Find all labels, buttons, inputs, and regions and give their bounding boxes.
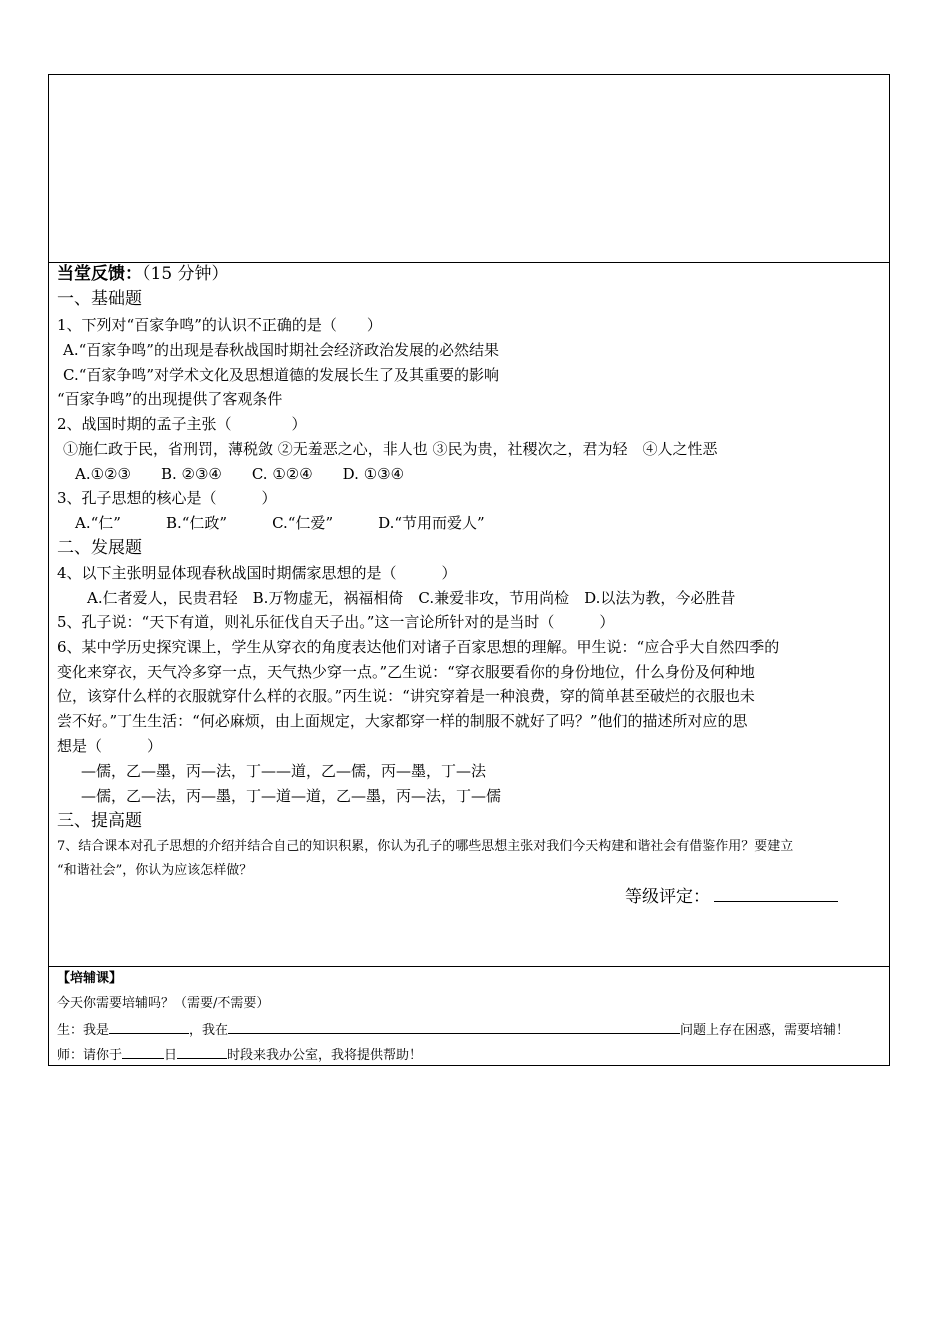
date-blank[interactable]	[122, 1044, 164, 1059]
question-1-option-a: A.“百家争鸣”的出现是春秋战国时期社会经济政治发展的必然结果	[63, 341, 499, 359]
question-7-line-1: 7、结合课本对孔子思想的介绍并结合自己的知识积累，你认为孔子的哪些思想主张对我们今天构建和谐社会有借鉴作用？要建立	[57, 839, 794, 854]
question-3: 3、孔子思想的核心是（ ）	[57, 489, 277, 507]
question-2-options: A.①②③ B. ②③④ C. ①②④ D. ①③④	[75, 465, 405, 483]
question-6-line-4: 尝不好。”丁生生活：“何必麻烦，由上面规定，大家都穿一样的制服不就好了吗？”他们的描述所对应的思	[57, 712, 748, 730]
feedback-heading: 当堂反馈：	[57, 264, 142, 284]
question-2-items: ①施仁政于民，省刑罚，薄税敛 ②无羞恶之心，非人也 ③民为贵，社稷次之，君为轻 ④人之性恶	[63, 440, 718, 458]
problem-blank[interactable]	[228, 1019, 680, 1034]
question-7-line-2: “和谐社会”，你认为应该怎样做？	[57, 863, 253, 878]
question-4: 4、以下主张明显体现春秋战国时期儒家思想的是（ ）	[57, 564, 457, 582]
question-6-line-2: 变化来穿衣，天气冷多穿一点，天气热少穿一点。”乙生说：“穿衣服要看你的身份地位，什么身份及何种地	[57, 663, 755, 681]
time-blank[interactable]	[177, 1044, 227, 1059]
question-6-option-1: —儒，乙—墨，丙—法，丁——道，乙—儒，丙—墨，丁—法	[81, 762, 487, 780]
teacher-prefix: 师：请你于	[57, 1048, 123, 1063]
section-basic-title: 一、基础题	[57, 289, 142, 309]
question-6-option-2: —儒，乙—法，丙—墨，丁—道—道，乙—墨，丙—法，丁—儒	[81, 787, 502, 805]
question-1: 1、下列对“百家争鸣”的认识不正确的是（ ）	[57, 316, 382, 334]
question-3-options: A.“仁” B.“仁政” C.“仁爱” D.“节用而爱人”	[75, 514, 485, 532]
grade-row	[625, 887, 838, 907]
tutoring-title: 【培辅课】	[57, 971, 123, 986]
student-suffix: 问题上存在困惑，需要培辅！	[680, 1023, 850, 1038]
tutoring-student-line	[57, 1019, 849, 1041]
tutoring-teacher-line	[57, 1044, 422, 1066]
student-prefix: 生：我是	[57, 1023, 110, 1038]
question-5: 5、孔子说：“天下有道，则礼乐征伐自天子出。”这一言论所针对的是当时（ ）	[57, 613, 615, 631]
feedback-header	[57, 264, 229, 284]
student-mid: ，我在	[189, 1023, 229, 1038]
grade-label: 等级评定：	[625, 887, 710, 907]
section-development-title: 二、发展题	[57, 538, 142, 558]
worksheet-frame	[48, 74, 890, 1066]
tutoring-need-line: 今天你需要培辅吗？（需要/不需要）	[57, 996, 270, 1011]
question-2: 2、战国时期的孟子主张（ ）	[57, 415, 307, 433]
question-1-option-c: C.“百家争鸣”对学术文化及思想道德的发展长生了及其重要的影响	[63, 366, 500, 384]
question-4-options: A.仁者爱人，民贵君轻 B.万物虚无，祸福相倚 C.兼爱非攻，节用尚检 D.以法为教，今必胜昔	[87, 589, 736, 607]
divider-bottom	[49, 966, 889, 967]
question-6-line-3: 位，该穿什么样的衣服就穿什么样的衣服。”丙生说：“讲究穿着是一种浪费，穿的简单甚至破烂的衣服也未	[57, 687, 755, 705]
student-name-blank[interactable]	[109, 1019, 189, 1034]
section-improvement-title: 三、提高题	[57, 811, 142, 831]
divider-top	[49, 262, 889, 263]
question-1-option-d: “百家争鸣”的出现提供了客观条件	[57, 390, 283, 408]
question-6-line-5: 想是（ ）	[57, 737, 163, 755]
teacher-suffix: 时段来我办公室，我将提供帮助！	[227, 1048, 423, 1063]
grade-blank[interactable]	[714, 887, 838, 902]
question-6-line-1: 6、某中学历史探究课上，学生从穿衣的角度表达他们对诸子百家思想的理解。甲生说：“应合乎大自然四季的	[57, 638, 780, 656]
teacher-mid: 日	[164, 1048, 178, 1063]
feedback-duration: （15 分钟）	[142, 264, 229, 284]
